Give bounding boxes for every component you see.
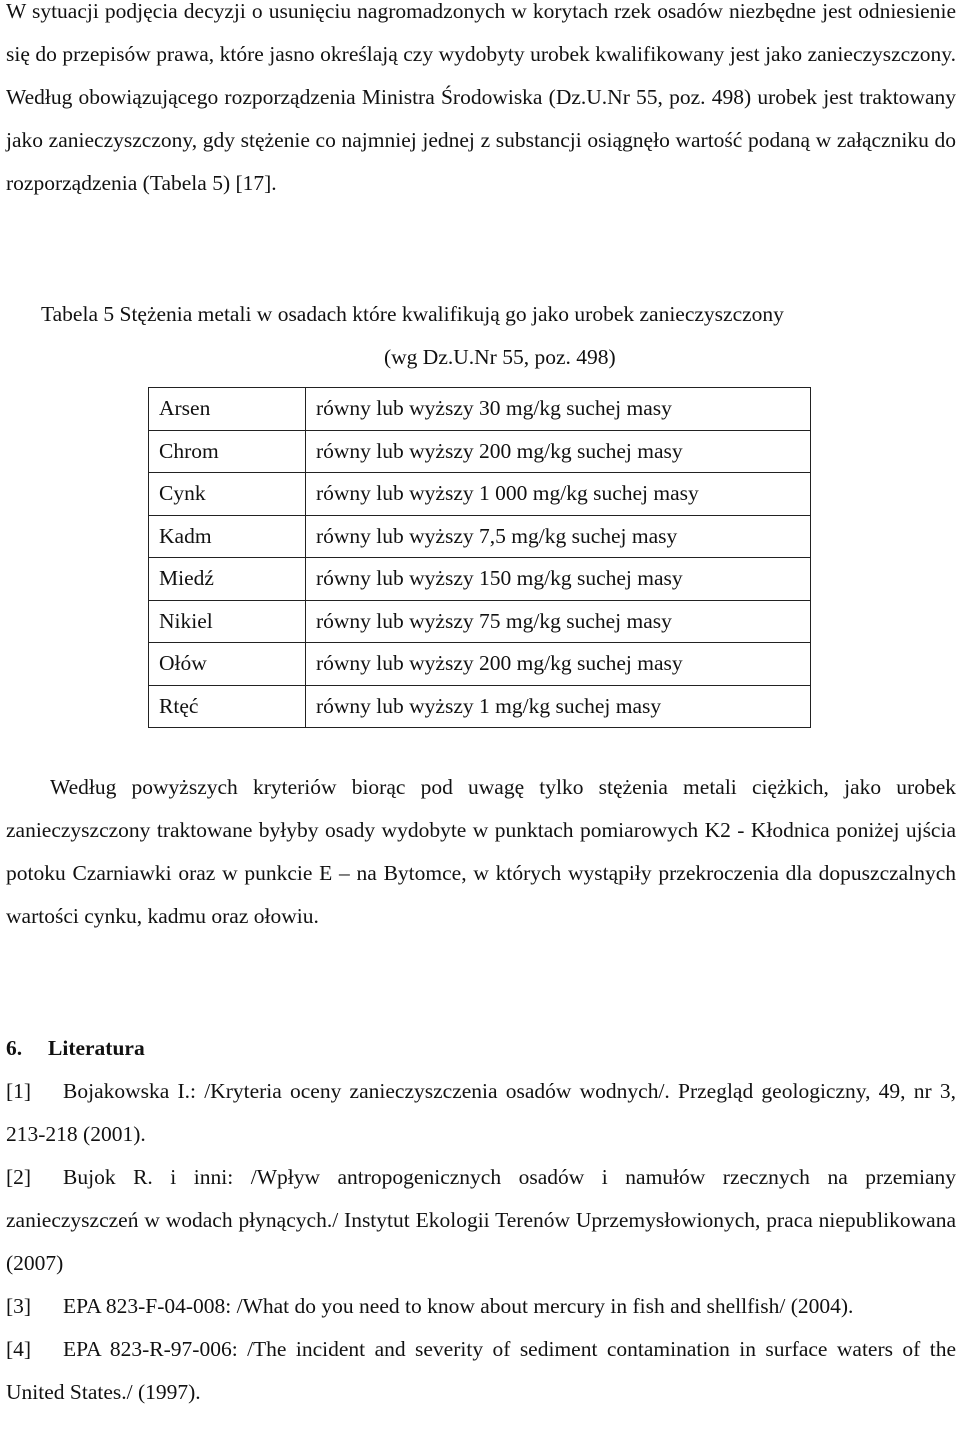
table-row	[149, 515, 811, 558]
metals-threshold-table	[148, 387, 811, 728]
table-caption-line2: (wg Dz.U.Nr 55, poz. 498)	[384, 345, 616, 369]
table-row	[149, 685, 811, 728]
threshold-cell: równy lub wyższy 75 mg/kg suchej masy	[306, 600, 811, 643]
reference-text: EPA 823-F-04-008: /What do you need to know about mercury in fish and shellfish/ (2004).	[63, 1294, 854, 1318]
threshold-cell: równy lub wyższy 150 mg/kg suchej masy	[306, 558, 811, 601]
table-row	[149, 388, 811, 431]
table-row	[149, 558, 811, 601]
section-title: Literatura	[48, 1036, 145, 1060]
reference-item	[6, 1328, 956, 1414]
reference-text: Bujok R. i inni: /Wpływ antropogenicznych osadów i namułów rzecznych na przemiany zanieczyszczeń w wodach płynących./ Instytut Ekologii Terenów Uprzemysłowionych, praca niepublikowana (2007)	[6, 1165, 956, 1275]
table-row	[149, 600, 811, 643]
threshold-cell: równy lub wyższy 200 mg/kg suchej masy	[306, 643, 811, 686]
metal-name-cell: Kadm	[149, 515, 306, 558]
reference-item	[6, 1070, 956, 1156]
reference-item	[6, 1285, 956, 1328]
metal-name-cell: Ołów	[149, 643, 306, 686]
table-row	[149, 430, 811, 473]
table-row	[149, 473, 811, 516]
metal-name-cell: Arsen	[149, 388, 306, 431]
reference-item	[6, 1156, 956, 1285]
reference-number: [1]	[6, 1079, 32, 1103]
intro-paragraph: W sytuacji podjęcia decyzji o usunięciu nagromadzonych w korytach rzek osadów niezbędne jest odniesienie się do przepisów prawa, które jasno określają czy wydobyty urobek kwalifikowany jest jako zanieczyszczony. Według obowiązującego rozporządzenia Ministra Środowiska (Dz.U.Nr 55, poz. 498) urobek jest traktowany jako zanieczyszczony, gdy stężenie co najmniej jednej z substancji osiągnęło wartość podaną w załączniku do rozporządzenia (Tabela 5) [17].	[6, 0, 956, 195]
threshold-cell: równy lub wyższy 1 mg/kg suchej masy	[306, 685, 811, 728]
metal-name-cell: Rtęć	[149, 685, 306, 728]
threshold-cell: równy lub wyższy 200 mg/kg suchej masy	[306, 430, 811, 473]
reference-number: [3]	[6, 1294, 32, 1318]
reference-text: EPA 823-R-97-006: /The incident and severity of sediment contamination in surface waters of the United States./ (1997).	[6, 1337, 956, 1404]
metal-name-cell: Chrom	[149, 430, 306, 473]
section-heading	[6, 1027, 145, 1070]
reference-number: [2]	[6, 1165, 32, 1189]
threshold-cell: równy lub wyższy 30 mg/kg suchej masy	[306, 388, 811, 431]
metal-name-cell: Nikiel	[149, 600, 306, 643]
conclusion-paragraph: Według powyższych kryteriów biorąc pod uwagę tylko stężenia metali ciężkich, jako urobek zanieczyszczony traktowane byłyby osady wydobyte w punktach pomiarowych K2 - Kłodnica poniżej ujścia potoku Czarniawki oraz w punkcie E – na Bytomce, w których wystąpiły przekroczenia dla dopuszczalnych wartości cynku, kadmu oraz ołowiu.	[6, 775, 956, 928]
reference-text: Bojakowska I.: /Kryteria oceny zanieczyszczenia osadów wodnych/. Przegląd geologiczny, 49, nr 3, 213-218 (2001).	[6, 1079, 956, 1146]
metal-name-cell: Cynk	[149, 473, 306, 516]
section-number: 6.	[6, 1036, 23, 1060]
reference-list	[6, 1070, 956, 1414]
table-row	[149, 643, 811, 686]
threshold-cell: równy lub wyższy 1 000 mg/kg suchej masy	[306, 473, 811, 516]
metal-name-cell: Miedź	[149, 558, 306, 601]
table-caption-line1: Tabela 5 Stężenia metali w osadach które kwalifikują go jako urobek zanieczyszczony	[41, 302, 784, 326]
threshold-cell: równy lub wyższy 7,5 mg/kg suchej masy	[306, 515, 811, 558]
reference-number: [4]	[6, 1337, 32, 1361]
